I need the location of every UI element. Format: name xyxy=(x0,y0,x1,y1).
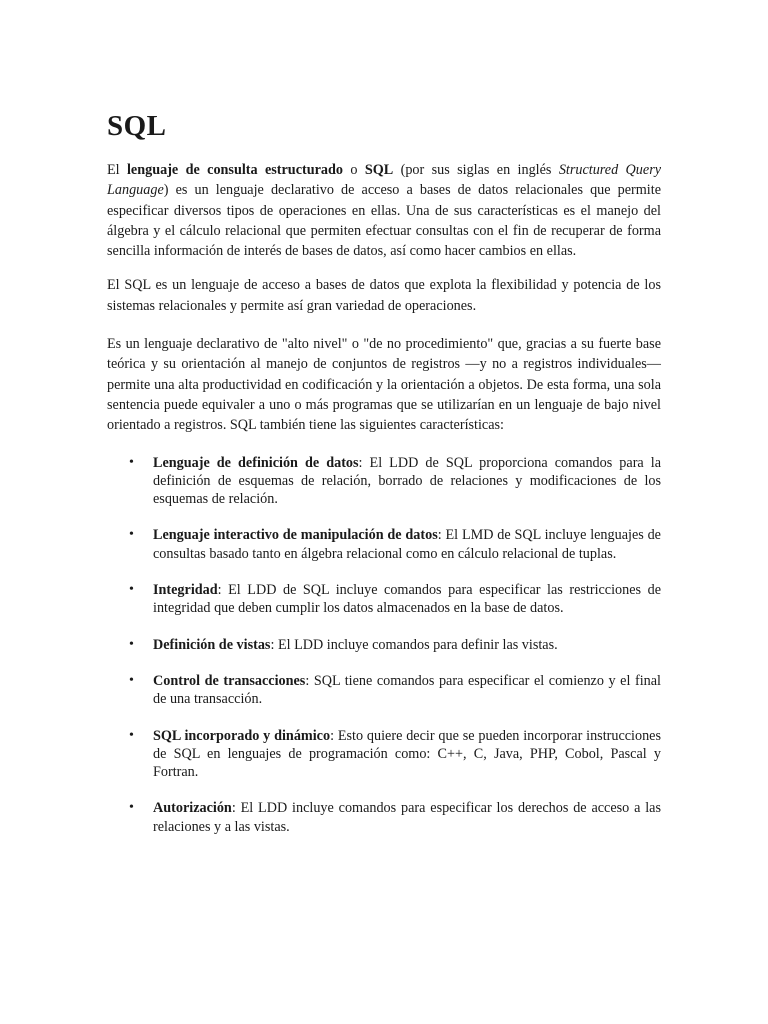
intro-text: o xyxy=(342,162,365,178)
list-item-term: Definición de vistas xyxy=(153,636,271,653)
list-item-term: Autorización xyxy=(153,800,232,817)
document-title: SQL xyxy=(107,110,167,142)
intro-text: El xyxy=(107,162,127,178)
list-item-text: : Esto quiere decir que se pueden incorporar instrucciones de SQL en lenguajes de programación como: C++, C, Java, PHP, Cobol, Pascal y Fortran. xyxy=(153,727,661,781)
document-page xyxy=(107,108,661,854)
intro-text: ) es un lenguaje declarativo de acceso a bases de datos relacionales que permite especificar diversos tipos de operaciones en ellas. Una de sus características es el manejo del álgebra y el cálculo relacional que permiten efectuar consultas con el fin de recuperar de forma sencilla información de interés de bases de datos, así como hacer cambios en ellas. xyxy=(107,182,661,260)
term-structured-query: Structured Query Language xyxy=(107,162,662,199)
term-lenguaje-consulta: lenguaje de consulta estructurado xyxy=(126,162,343,178)
bullet-icon: • xyxy=(129,636,134,652)
list-item-text: : El LDD de SQL incluye comandos para especificar las restricciones de integridad que deben cumplir los datos almacenados en la base de datos. xyxy=(153,582,661,617)
bullet-icon: • xyxy=(129,672,134,688)
bullet-icon: • xyxy=(129,454,134,470)
list-item-term: SQL incorporado y dinámico xyxy=(153,727,331,744)
list-item-text: : El LMD de SQL incluye lenguajes de consultas basado tanto en álgebra relacional como en cálculo relacional de tuplas. xyxy=(153,527,661,562)
list-item xyxy=(107,727,661,782)
bullet-icon: • xyxy=(129,800,134,816)
list-item xyxy=(107,636,661,654)
list-item-term: Lenguaje de definición de datos xyxy=(153,454,359,471)
intro-paragraph xyxy=(107,160,661,261)
intro-text: (por sus siglas en inglés xyxy=(393,162,559,178)
list-item-term: Integridad xyxy=(153,582,218,599)
list-item-text: : El LDD incluye comandos para especificar los derechos de acceso a las relaciones y a las vistas. xyxy=(153,800,661,835)
list-item xyxy=(107,454,661,509)
bullet-icon: • xyxy=(129,727,134,743)
list-item xyxy=(107,581,661,618)
term-sql: SQL xyxy=(364,162,394,178)
paragraph-2: El SQL es un lenguaje de acceso a bases de datos que explota la flexibilidad y potencia de los sistemas relacionales y permite así gran variedad de operaciones. xyxy=(107,277,661,314)
paragraph-3: Es un lenguaje declarativo de "alto nivel" o "de no procedimiento" que, gracias a su fuerte base teórica y su orientación al manejo de conjuntos de registros —y no a registros individuales— permite una alta productividad en codificación y la orientación a objetos. De esta forma, una sola sentencia puede equivaler a uno o más programas que se utilizarían en un lenguaje de bajo nivel orientado a registros. SQL también tiene las siguientes características: xyxy=(107,336,661,434)
bullet-icon: • xyxy=(129,527,134,543)
list-item xyxy=(107,526,661,563)
list-item-text: : El LDD de SQL proporciona comandos para la definición de esquemas de relación, borrado de relaciones y modificaciones de los esquemas de relación. xyxy=(153,454,661,508)
features-list xyxy=(107,454,661,836)
list-item-term: Lenguaje interactivo de manipulación de datos xyxy=(153,527,438,544)
list-item xyxy=(107,799,661,836)
list-item xyxy=(107,672,661,709)
list-item-text: : El LDD incluye comandos para definir las vistas. xyxy=(270,636,558,653)
bullet-icon: • xyxy=(129,582,134,598)
list-item-term: Control de transacciones xyxy=(153,672,306,689)
list-item-text: : SQL tiene comandos para especificar el comienzo y el final de una transacción. xyxy=(153,672,661,708)
